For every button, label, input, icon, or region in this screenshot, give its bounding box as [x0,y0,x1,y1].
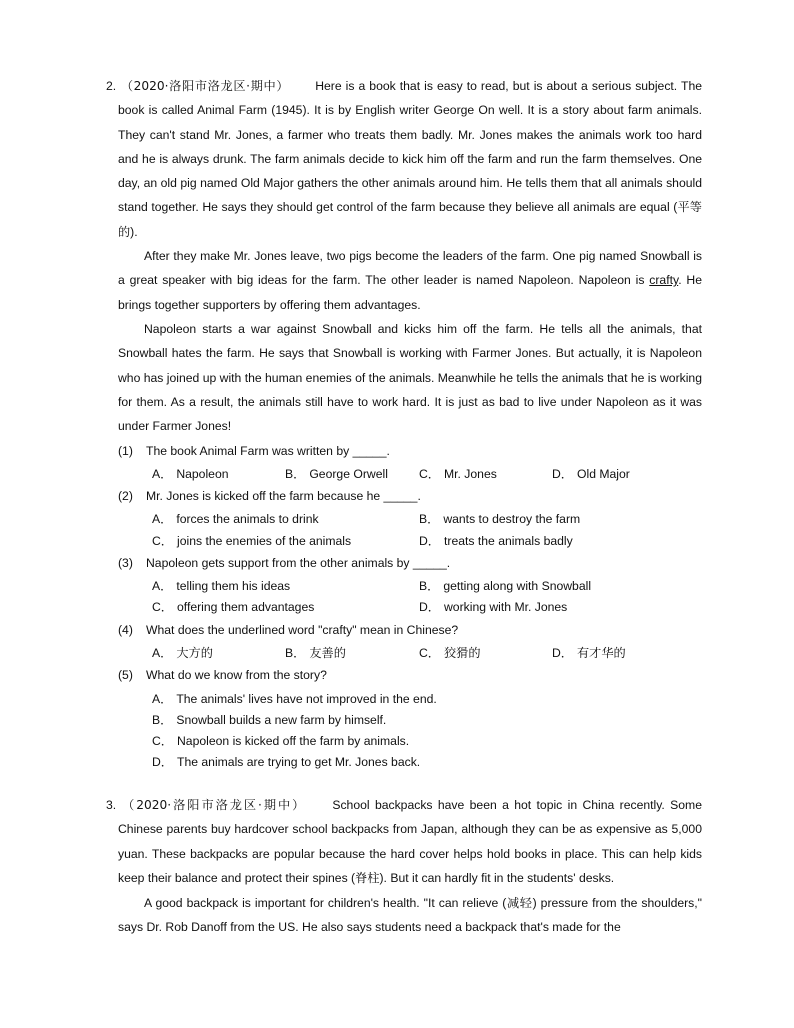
option-text: Snowball builds a new farm by himself. [176,713,387,727]
option-text: Napoleon is kicked off the farm by animals. [177,734,410,748]
option-text: Mr. Jones [444,467,497,481]
q3-option-b[interactable] [419,578,591,594]
question-4 [118,622,458,638]
option-text: Old Major [577,467,630,481]
question-5-text: What do we know from the story? [146,668,327,682]
option-text: wants to destroy the farm [443,512,581,526]
question-4-number: (4) [118,623,133,637]
option-letter: D． [419,534,440,548]
option-text: 有才华的 [577,646,626,660]
q3-p1-text: School backpacks have been a hot topic in China recently. Some Chinese parents buy hardcover school backpacks from Japan, although they can be as expensive as 5,000 yuan. These backpacks are popular because the hard cover helps hold books in place. This can help kids keep their balance and protect their spines (脊柱). But it can hardly fit in the students' desks. [118,798,702,885]
q2-option-a[interactable] [152,511,319,527]
question-3 [118,555,450,571]
q2-p2-text-b: . He brings together supporters by offering them advantages. [118,273,702,312]
q3-option-d[interactable] [419,599,567,615]
option-letter: A． [152,512,173,526]
option-letter: B． [285,467,306,481]
question-1-number: (1) [118,444,133,458]
q3-option-c[interactable] [152,599,314,615]
q2-paragraph-2 [118,244,702,317]
q5-option-a[interactable] [152,691,437,707]
q1-option-b[interactable] [285,466,388,482]
option-text: forces the animals to drink [176,512,319,526]
q1-option-a[interactable] [152,466,229,482]
q1-option-d[interactable] [552,466,630,482]
question-3-number: (3) [118,556,133,570]
q3-paragraph-1 [106,793,702,890]
q4-option-a[interactable] [152,645,213,661]
underlined-word-crafty: crafty [649,273,679,288]
question-1 [118,443,390,459]
option-text: 友善的 [309,646,346,660]
option-text: Napoleon [176,467,229,481]
option-text: The animals are trying to get Mr. Jones back. [177,755,421,769]
option-letter: C． [152,600,173,614]
option-letter: C． [152,734,173,748]
option-text: joins the enemies of the animals [177,534,352,548]
option-letter: B． [152,713,173,727]
option-text: The animals' lives have not improved in the end. [176,692,437,706]
q5-option-c[interactable] [152,733,409,749]
q2-option-b[interactable] [419,511,580,527]
q2-number: 2. [106,79,117,93]
option-letter: D． [419,600,440,614]
q4-option-c[interactable] [419,645,481,661]
q3-paragraph-2: A good backpack is important for children's health. "It can relieve (减轻) pressure from the shoulders," says Dr. Rob Danoff from the US. He also says students need a backpack that's made for the [118,896,702,935]
q4-option-b[interactable] [285,645,346,661]
q3-option-a[interactable] [152,578,290,594]
option-letter: B． [419,512,440,526]
q3-number: 3. [106,798,117,812]
q2-p1-text: Here is a book that is easy to read, but is about a serious subject. The book is called Animal Farm (1945). It is by English writer George On well. It is a story about farm animals. They can't stand Mr. Jones, a farmer who treats them badly. Mr. Jones makes the animals work too hard and he is always drunk. The farm animals decide to kick him off the farm and run the farm themselves. One day, an old pig named Old Major gathers the other animals around him. He tells them that all animals should stand together. He says they should get control of the farm because they believe all animals are equal (平等的). [118,79,703,239]
q2-paragraph-1 [106,74,703,244]
option-letter: D． [552,646,573,660]
option-letter: A． [152,646,173,660]
q1-option-c[interactable] [419,466,497,482]
question-2-text: Mr. Jones is kicked off the farm because he _____. [146,489,421,503]
option-letter: D． [152,755,173,769]
option-letter: A． [152,579,173,593]
question-5-number: (5) [118,668,133,682]
option-letter: A． [152,467,173,481]
q2-option-d[interactable] [419,533,573,549]
option-text: offering them advantages [177,600,315,614]
question-3-text: Napoleon gets support from the other animals by _____. [146,556,451,570]
q3-source: （2020·洛阳市洛龙区·期中） [120,798,307,812]
q2-option-c[interactable] [152,533,351,549]
q5-option-d[interactable] [152,754,420,770]
option-text: 狡猾的 [444,646,481,660]
q5-option-b[interactable] [152,712,386,728]
option-letter: B． [419,579,440,593]
q2-source: （2020·洛阳市洛龙区·期中） [120,79,290,93]
option-letter: C． [419,467,440,481]
option-letter: D． [552,467,573,481]
q2-paragraph-3: Napoleon starts a war against Snowball and kicks him off the farm. He tells all the animals, that Snowball hates the farm. He says that Snowball is working with Farmer Jones. But actually, it is Napoleon who has joined up with the human enemies of the animals. Meanwhile he tells the animals that he is working for them. As a result, the animals still have to work hard. It is just as bad to live under Napoleon as it was under Farmer Jones! [118,322,702,434]
q4-option-d[interactable] [552,645,626,661]
option-text: George Orwell [309,467,388,481]
option-letter: B． [285,646,306,660]
option-text: working with Mr. Jones [444,600,568,614]
question-5 [118,667,327,683]
question-2-number: (2) [118,489,133,503]
question-4-text: What does the underlined word "crafty" mean in Chinese? [146,623,459,637]
q2-p2-text-a: After they make Mr. Jones leave, two pigs become the leaders of the farm. One pig named Snowball is a great speaker with big ideas for the farm. The other leader is named Napoleon. Napoleon is [118,249,702,288]
option-text: telling them his ideas [176,579,291,593]
option-letter: A． [152,692,173,706]
option-text: treats the animals badly [444,534,573,548]
option-letter: C． [419,646,440,660]
option-letter: C． [152,534,173,548]
question-1-text: The book Animal Farm was written by _____. [146,444,390,458]
option-text: getting along with Snowball [443,579,592,593]
question-2 [118,488,421,504]
option-text: 大方的 [176,646,213,660]
